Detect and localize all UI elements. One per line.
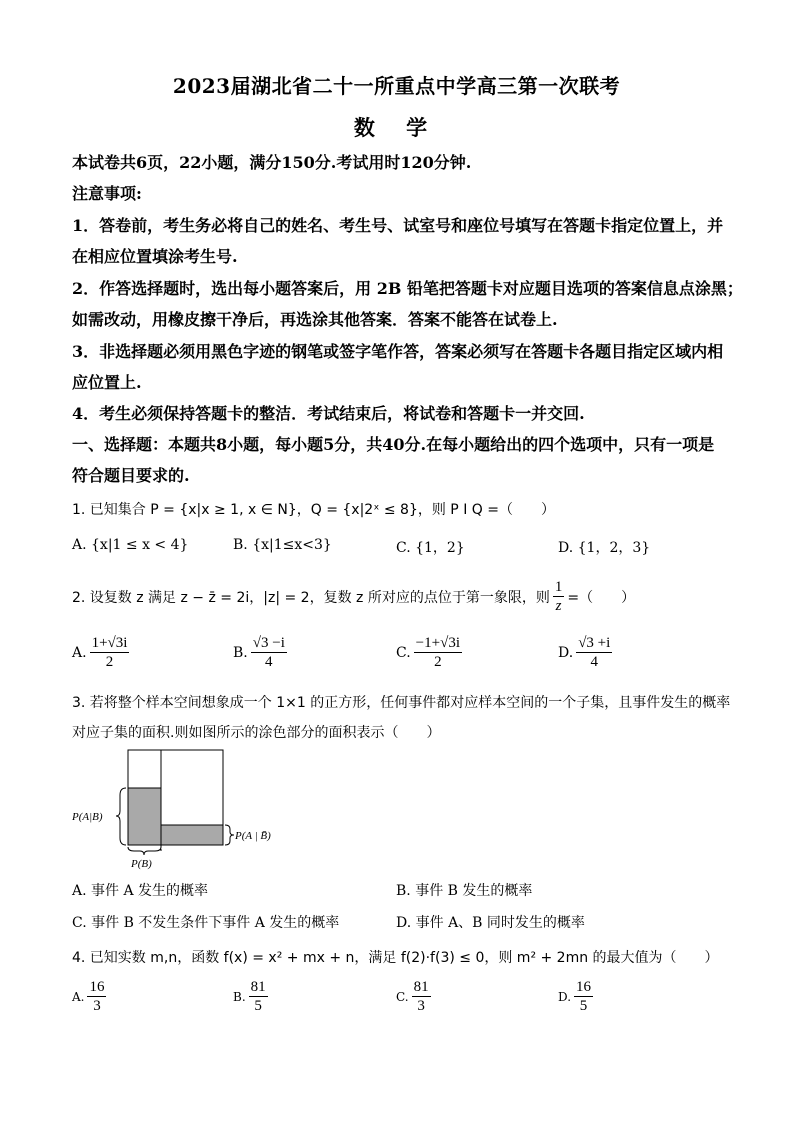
intro-line: 本试卷共6页，22小题，满分150分.考试用时120分钟.: [72, 153, 472, 172]
exam-title: 2023届湖北省二十一所重点中学高三第一次联考: [172, 74, 621, 98]
q4-c-num: 81: [413, 979, 429, 995]
q1-option-c: C. {1，2}: [396, 540, 465, 556]
q2-d-fraction: [576, 634, 612, 671]
bottom-brace: [128, 847, 161, 855]
q4-option-b: [233, 978, 271, 1015]
right-brace: [225, 825, 234, 845]
shaded-region-b: [128, 788, 161, 845]
notice-2a: 2．作答选择题时，选出每小题答案后，用 2B 铅笔把答题卡对应题目选项的答案信息点涂黑；: [72, 279, 743, 298]
q4-a-label: A.: [72, 989, 85, 1004]
q2-c-label: C.: [396, 644, 411, 661]
q2-option-b: [233, 634, 290, 671]
q3-option-b: B. 事件 B 发生的概率: [396, 883, 533, 899]
q2-a-label: A.: [72, 644, 87, 661]
question-4-stem: 4. 已知实数 m,n，函数 f(x) = x² + mx + n，满足 f(2)·f(3) ≤ 0，则 m² + 2mn 的最大值为（ ）: [72, 950, 719, 966]
q2-a-num: 1+√3i: [91, 635, 128, 651]
subject-title: 数 学: [353, 115, 440, 140]
q4-option-c: [396, 978, 434, 1015]
q2-stem-fraction: [553, 578, 565, 615]
q4-d-den: 5: [579, 998, 588, 1014]
q4-a-fraction: [87, 978, 106, 1015]
q2-stem-tail: =（ ）: [567, 589, 636, 606]
q4-c-label: C.: [396, 989, 409, 1004]
q4-b-den: 5: [254, 998, 262, 1014]
q2-option-c: [396, 634, 465, 671]
q4-c-fraction: [412, 978, 431, 1015]
q2-stem-denominator: z: [555, 598, 562, 614]
q2-a-den: 2: [105, 654, 114, 670]
left-brace: [116, 788, 126, 845]
notice-heading: 注意事项:: [72, 184, 142, 203]
notice-4: 4．考生必须保持答题卡的整洁．考试结束后，将试卷和答题卡一并交回.: [72, 404, 585, 423]
label-p-a-given-b: P(A|B): [72, 811, 103, 823]
q2-d-den: 4: [590, 654, 598, 670]
question-3-stem-2: 对应子集的面积.则如图所示的涂色部分的面积表示（ ）: [72, 725, 441, 741]
q2-option-d: [558, 634, 615, 671]
q4-b-label: B.: [233, 989, 246, 1004]
q4-a-num: 16: [89, 979, 105, 995]
q1-option-d: D. {1，2，3}: [558, 540, 651, 556]
q3-option-d: D. 事件 A、B 同时发生的概率: [396, 915, 585, 931]
q4-c-den: 3: [417, 998, 425, 1014]
q2-b-fraction: [251, 634, 287, 671]
q2-b-num: √3 −i: [252, 635, 285, 651]
q2-option-a: [72, 634, 132, 671]
q4-b-fraction: [249, 978, 268, 1015]
label-p-a-given-not-b: P(A | B̄): [235, 830, 271, 842]
notice-3b: 应位置上.: [72, 373, 142, 392]
q2-a-fraction: [90, 634, 130, 671]
notice-2b: 如需改动，用橡皮擦干净后，再选涂其他答案．答案不能答在试卷上.: [72, 310, 558, 329]
question-1-stem: 1. 已知集合 P = {x|x ≥ 1, x ∈ N}，Q = {x|2ˣ ≤ 8}，则 P I Q =（ ）: [72, 502, 555, 518]
q2-d-label: D.: [558, 644, 574, 661]
q2-b-den: 4: [265, 654, 273, 670]
q2-c-num: −1+√3i: [415, 635, 460, 651]
q4-d-num: 16: [576, 979, 592, 995]
q4-option-d: [558, 978, 596, 1015]
q4-d-label: D.: [558, 989, 572, 1004]
q2-c-den: 2: [434, 654, 442, 670]
q2-b-label: B.: [233, 644, 248, 661]
q4-a-den: 3: [93, 998, 101, 1014]
notice-1b: 在相应位置填涂考生号.: [72, 247, 238, 266]
notice-3a: 3．非选择题必须用黑色字迹的钢笔或签字笔作答，答案必须写在答题卡各题目指定区域内相: [72, 342, 724, 361]
section-heading-a: 一、选择题：本题共8小题，每小题5分，共40分.在每小题给出的四个选项中，只有一项是: [72, 435, 715, 454]
q2-stem-numerator: 1: [554, 579, 563, 595]
q1-option-a: A. {x|1 ≤ x < 4}: [72, 537, 189, 553]
notice-1a: 1．答卷前，考生务必将自己的姓名、考生号、试室号和座位号填写在答题卡指定位置上，并: [72, 216, 724, 235]
probability-square-diagram: [70, 745, 290, 873]
label-p-b: P(B): [131, 858, 152, 870]
q3-option-c: C. 事件 B 不发生条件下事件 A 发生的概率: [72, 915, 340, 931]
q2-d-num: √3 +i: [578, 635, 611, 651]
q4-b-num: 81: [250, 979, 266, 995]
q1-option-b: B. {x|1≤x<3}: [233, 537, 332, 553]
shaded-region-not-b: [161, 825, 223, 845]
q2-c-fraction: [414, 634, 462, 671]
question-3-stem-1: 3. 若将整个样本空间想象成一个 1×1 的正方形，任何事件都对应样本空间的一个子集，且事件发生的概率: [72, 695, 731, 711]
q3-option-a: A. 事件 A 发生的概率: [72, 883, 209, 899]
q2-stem-text: 2. 设复数 z 满足 z − z̄ = 2i，|z| = 2，复数 z 所对应的点位于第一象限，则: [72, 589, 550, 606]
q4-d-fraction: [574, 978, 593, 1015]
q4-option-a: [72, 978, 109, 1015]
question-2-stem: [72, 578, 732, 615]
section-heading-b: 符合题目要求的.: [72, 466, 190, 485]
